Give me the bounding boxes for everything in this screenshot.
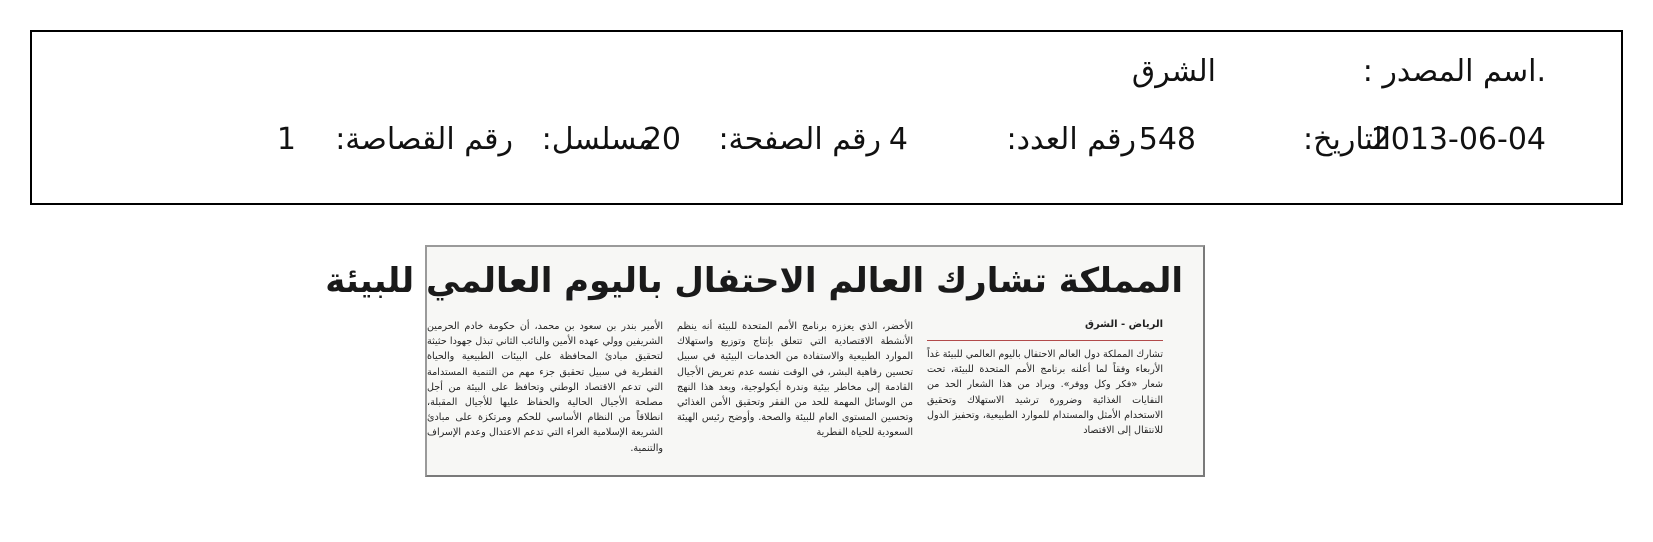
newspaper-clipping [325,245,1205,477]
column-right-text: تشارك المملكة دول العالم الاحتفال باليوم العالمي للبيئة غداً الأربعاء وفقاً لما أعلنه برنامج الأمم المتحدة للبيئة، تحت شعار «فكر وكل ووفر». ويراد من هذا الشعار الحد من النفايات الغذائية وضرورة ترشيد الاستهلاك وتحقيق الاستخدام الأمثل والمستدام للموارد الطبيعية، وتحفيز الدول للانتقال إلى الاقتصاد [927,349,1163,437]
byline-divider [927,340,1163,341]
page-value: 4 [888,122,908,157]
date-label: التاريخ: [1303,122,1391,157]
article-byline: الرياض - الشرق [1085,319,1163,330]
article-column-right [927,347,1163,438]
article-headline: المملكة تشارك العالم الاحتفال باليوم العالمي للبيئة [325,261,1183,301]
serial-label: مسلسل: [541,122,654,157]
article-column-left [427,319,663,456]
column-middle-text: الأخضر، الذي يعززه برنامج الأمم المتحدة للبيئة أنه ينظم الأنشطة الاقتصادية التي تتعلق بإنتاج وتوزيع واستهلاك الموارد الطبيعية والاستفادة من الخدمات البيئية في سبيل تحسين رفاهية البشر، في الوقت نفسه عدم تعريض الأجيال القادمة إلى مخاطر بيئية وندرة أيكولوجية، ويعد هذا النهج من الوسائل المهمة للحد من الفقر وتحقيق الأمن الغذائي وتحسين المستوى العام للبيئة والصحة. وأوضح رئيس الهيئة السعودية للحياة الفطرية [677,321,913,439]
source-info-box [30,30,1623,205]
issue-label: رقم العدد: [1006,122,1136,157]
date-value: 2013-06-04 [1371,122,1546,157]
article-column-middle [677,319,913,441]
source-label: .اسم المصدر : [1362,54,1546,89]
source-value: الشرق [1131,54,1216,89]
page-label: رقم الصفحة: [718,122,881,157]
column-left-text: الأمير بندر بن سعود بن محمد، أن حكومة خادم الحرمين الشريفين وولي عهده الأمين والنائب الثاني تبذل جهودا حثيثة لتحقيق مبادئ المحافظة على البيئات الطبيعية والحياة الفطرية في سبيل تحقيق جزء مهم من التنمية المستدامة التي تدعم الاقتصاد الوطني وتحافظ على البيئة من أجل مصلحة الأجيال الحالية والحفاظ عليها للأجيال المقبلة، انطلاقاً من النظام الأساسي للحكم ومرتكزة على مبادئ الشريعة الإسلامية الغراء التي تدعم الاعتدال وعدم الإسراف والتنمية. [427,321,663,454]
clip-number-label: رقم القصاصة: [335,122,513,157]
issue-value: 548 [1138,122,1196,157]
clip-number-value: 1 [276,122,296,157]
serial-value: 20 [642,122,681,157]
